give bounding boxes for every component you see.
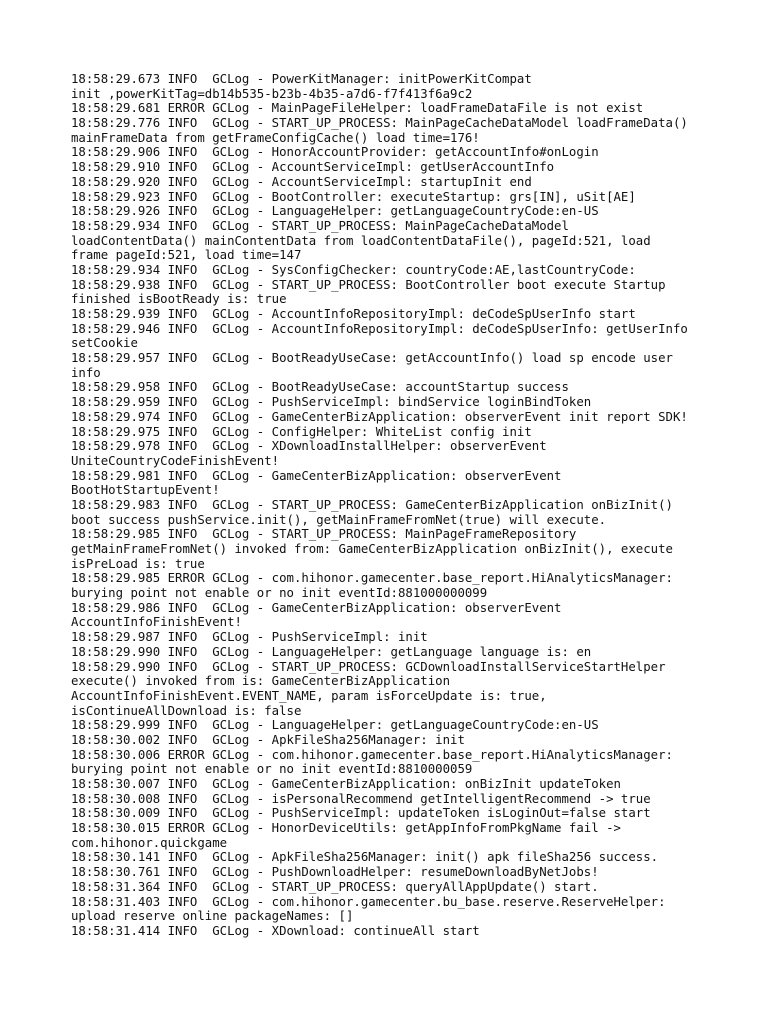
log-line: 18:58:29.985 ERROR GCLog - com.hihonor.gamecenter.base_report.HiAnalyticsManager: [71, 571, 673, 586]
log-line: 18:58:30.009 INFO GCLog - PushServiceImpl: updateToken isLoginOut=false start [71, 806, 651, 821]
log-line: 18:58:29.938 INFO GCLog - START_UP_PROCESS: BootController boot execute Startup [71, 277, 666, 292]
log-line: 18:58:29.974 INFO GCLog - GameCenterBizApplication: observerEvent init report SDK! [71, 409, 688, 424]
log-line: 18:58:29.673 INFO GCLog - PowerKitManager: initPowerKitCompat [71, 72, 532, 86]
log-line: 18:58:30.006 ERROR GCLog - com.hihonor.gamecenter.base_report.HiAnalyticsManager: [71, 747, 673, 762]
log-line: 18:58:29.681 ERROR GCLog - MainPageFileHelper: loadFrameDataFile is not exist [71, 101, 644, 116]
log-line: AccountInfoFinishEvent! [71, 615, 242, 630]
log-line: 18:58:30.007 INFO GCLog - GameCenterBizApplication: onBizInit updateToken [71, 777, 621, 791]
log-line: isContinueAllDownload is: false [71, 703, 302, 718]
log-line: 18:58:29.957 INFO GCLog - BootReadyUseCase: getAccountInfo() load sp encode user [71, 351, 673, 366]
log-line: 18:58:30.008 INFO GCLog - isPersonalRecommend getIntelligentRecommend -> true [71, 791, 651, 806]
log-line: loadContentData() mainContentData from loadContentDataFile(), pageId:521, load [71, 233, 651, 248]
log-line: 18:58:29.926 INFO GCLog - LanguageHelper: getLanguageCountryCode:en-US [71, 204, 599, 219]
log-line: finished isBootReady is: true [71, 292, 287, 307]
log-line: 18:58:31.403 INFO GCLog - com.hihonor.gamecenter.bu_base.reserve.ReserveHelper: [71, 894, 666, 909]
log-line: 18:58:29.999 INFO GCLog - LanguageHelper: getLanguageCountryCode:en-US [71, 718, 599, 733]
log-line: 18:58:29.987 INFO GCLog - PushServiceImpl: init [71, 630, 428, 645]
log-line: 18:58:30.141 INFO GCLog - ApkFileSha256Manager: init() apk fileSha256 success. [71, 850, 659, 865]
log-line: getMainFrameFromNet() invoked from: GameCenterBizApplication onBizInit(), execute [71, 542, 673, 556]
log-line: 18:58:29.776 INFO GCLog - START_UP_PROCESS: MainPageCacheDataModel loadFrameData() [71, 116, 688, 131]
log-line: 18:58:29.959 INFO GCLog - PushServiceImpl: bindService loginBindToken [71, 395, 592, 410]
log-line: 18:58:29.939 INFO GCLog - AccountInfoRepositoryImpl: deCodeSpUserInfo start [71, 307, 636, 321]
log-line: UniteCountryCodeFinishEvent! [71, 453, 280, 468]
log-line: 18:58:29.985 INFO GCLog - START_UP_PROCESS: MainPageFrameRepository [71, 527, 577, 542]
log-line: 18:58:29.906 INFO GCLog - HonorAccountProvider: getAccountInfo#onLogin [71, 145, 599, 160]
log-line: upload reserve online packageNames: [] [71, 909, 354, 924]
log-line: 18:58:31.414 INFO GCLog - XDownload: continueAll start [71, 923, 480, 938]
log-line: 18:58:29.946 INFO GCLog - AccountInfoRepositoryImpl: deCodeSpUserInfo: getUserInfo [71, 321, 688, 336]
log-line: 18:58:29.910 INFO GCLog - AccountServiceImpl: getUserAccountInfo [71, 160, 555, 175]
log-line: setCookie [71, 336, 138, 351]
log-line: 18:58:29.934 INFO GCLog - SysConfigChecker: countryCode:AE,lastCountryCode: [71, 262, 636, 277]
log-line: 18:58:29.978 INFO GCLog - XDownloadInstallHelper: observerEvent [71, 439, 547, 454]
log-line: burying point not enable or no init eventId:881000000099 [71, 586, 488, 601]
log-line: mainFrameData from getFrameConfigCache() load time=176! [71, 130, 480, 145]
log-line: boot success pushService.init(), getMainFrameFromNet(true) will execute. [71, 512, 607, 527]
log-line: 18:58:29.983 INFO GCLog - START_UP_PROCESS: GameCenterBizApplication onBizInit() [71, 497, 673, 512]
log-line: init ,powerKitTag=db14b535-b23b-4b35-a7d6-f7f413f6a9c2 [71, 86, 473, 101]
log-line: 18:58:29.981 INFO GCLog - GameCenterBizApplication: observerEvent [71, 468, 562, 483]
log-line: 18:58:29.923 INFO GCLog - BootController: executeStartup: grs[IN], uSit[AE] [71, 189, 636, 204]
log-line: AccountInfoFinishEvent.EVENT_NAME, param isForceUpdate is: true, [71, 688, 547, 703]
log-line: 18:58:30.015 ERROR GCLog - HonorDeviceUtils: getAppInfoFromPkgName fail -> [71, 821, 621, 836]
log-line: 18:58:29.958 INFO GCLog - BootReadyUseCase: accountStartup success [71, 380, 569, 395]
log-line: 18:58:29.975 INFO GCLog - ConfigHelper: WhiteList config init [71, 424, 532, 439]
log-line: BootHotStartupEvent! [71, 483, 220, 498]
log-line: execute() invoked from is: GameCenterBizApplication [71, 674, 451, 689]
log-line: com.hihonor.quickgame [71, 835, 228, 850]
log-line: 18:58:30.002 INFO GCLog - ApkFileSha256Manager: init [71, 732, 465, 747]
log-line: 18:58:29.934 INFO GCLog - START_UP_PROCESS: MainPageCacheDataModel [71, 218, 569, 233]
log-line: 18:58:29.990 INFO GCLog - START_UP_PROCESS: GCDownloadInstallServiceStartHelper [71, 659, 666, 674]
log-line: 18:58:29.920 INFO GCLog - AccountServiceImpl: startupInit end [71, 174, 532, 189]
log-line: frame pageId:521, load time=147 [71, 248, 302, 263]
log-line: 18:58:31.364 INFO GCLog - START_UP_PROCESS: queryAllAppUpdate() start. [71, 879, 599, 894]
log-line: info [71, 365, 101, 380]
log-line: isPreLoad is: true [71, 556, 205, 571]
log-line: 18:58:29.986 INFO GCLog - GameCenterBizApplication: observerEvent [71, 600, 562, 615]
log-line: burying point not enable or no init eventId:8810000059 [71, 762, 473, 777]
log-line: 18:58:30.761 INFO GCLog - PushDownloadHelper: resumeDownloadByNetJobs! [71, 865, 599, 880]
log-document [71, 72, 711, 939]
log-line: 18:58:29.990 INFO GCLog - LanguageHelper: getLanguage language is: en [71, 644, 592, 659]
